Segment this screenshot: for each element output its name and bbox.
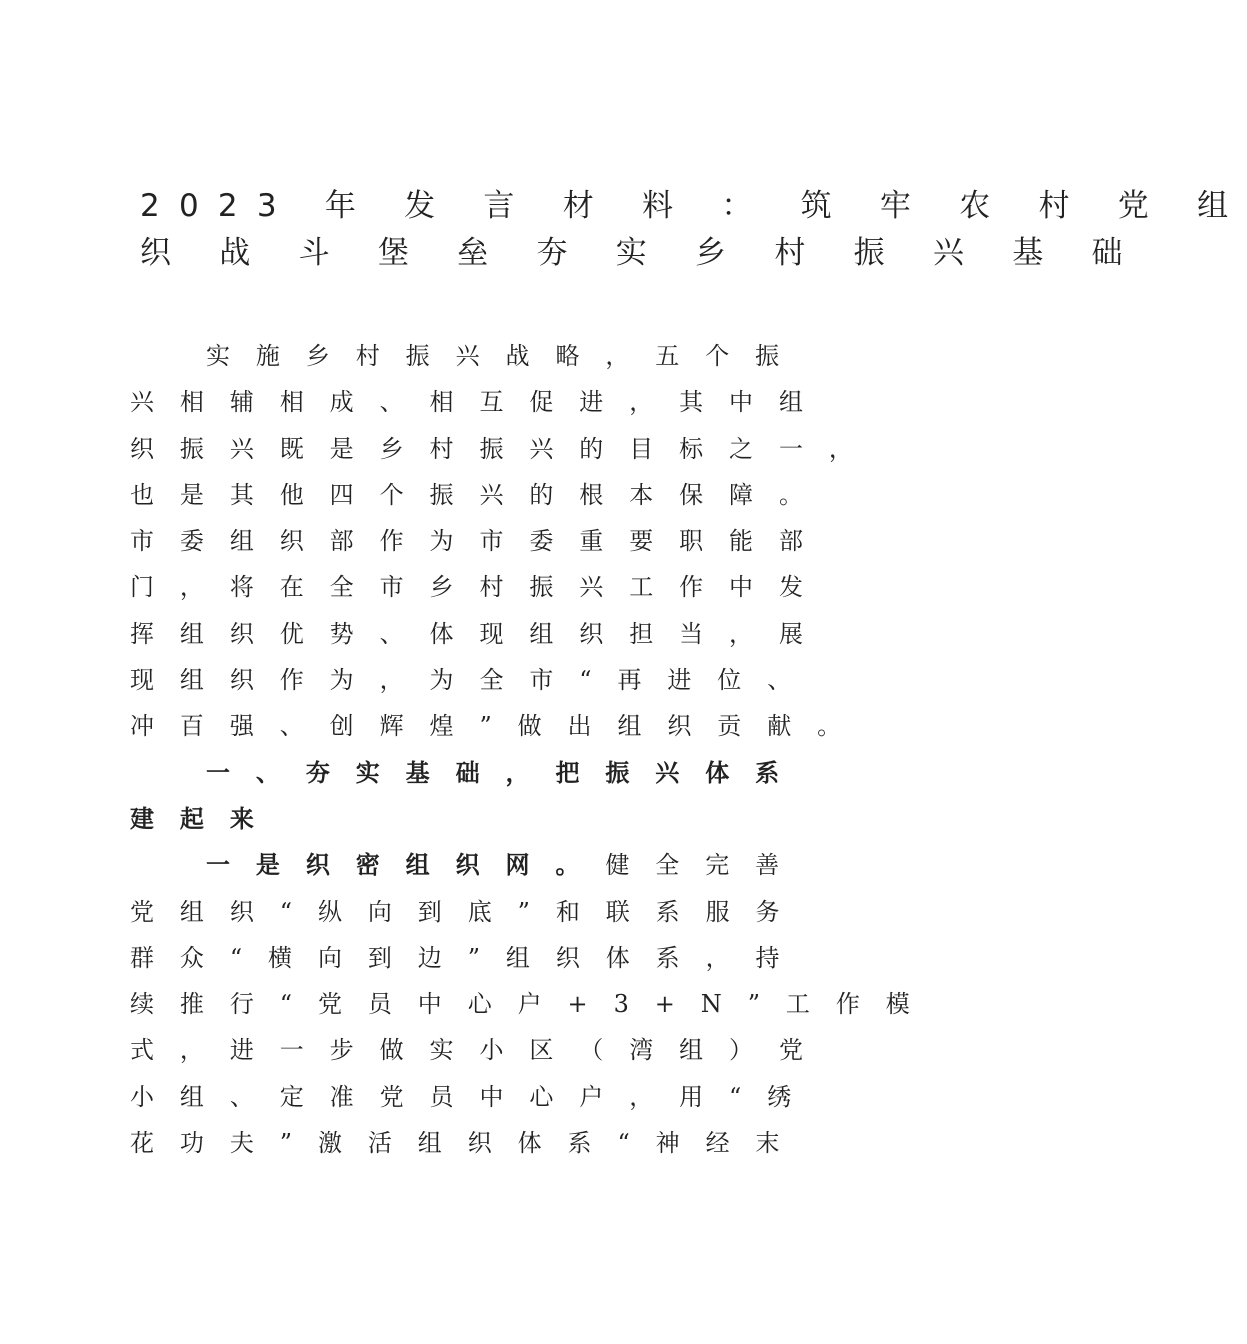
- paragraph-lead: 一是织密组织网。: [206, 850, 606, 880]
- paragraph-organization-network: [130, 842, 936, 1166]
- body-line: 实施乡村振兴战略，五个振: [206, 342, 806, 370]
- paragraph-intro: [130, 333, 879, 750]
- document-title: [140, 183, 1247, 277]
- body-line: 群众“横向到边”组织体系，持: [130, 943, 806, 972]
- paragraph-lead-rest: 健全完善: [605, 851, 806, 880]
- body-line: 兴相辅相成、相互促进，其中组: [130, 388, 829, 417]
- title-line: 2023 年 发 言 材 料 ： 筑 牢 农 村 党 组: [140, 188, 1247, 224]
- heading-line: 建起来: [130, 803, 280, 833]
- body-line: 也是其他四个振兴的根本保障。: [130, 480, 829, 509]
- body-line: 党组织“纵向到底”和联系服务: [130, 897, 806, 926]
- body-line: 续推行“党员中心户+3+N”工作模: [130, 990, 936, 1019]
- body-line: 小组、定准党员中心户，用“绣: [130, 1082, 818, 1111]
- document-body: [130, 333, 936, 1166]
- body-line: [130, 842, 830, 888]
- body-line: 织振兴既是乡村振兴的目标之一，: [130, 434, 879, 463]
- heading-line: 一、夯实基础，把振兴体系: [206, 757, 806, 787]
- body-line: 冲百强、创辉煌”做出组织贡献。: [130, 712, 868, 741]
- body-line: 式，进一步做实小区（湾组）党: [130, 1036, 829, 1065]
- section-heading: [130, 750, 830, 843]
- body-line: 现组织作为，为全市“再进位、: [130, 666, 818, 695]
- body-line: 市委组织部作为市委重要职能部: [130, 527, 829, 556]
- body-line: 挥组织优势、体现组织担当，展: [130, 619, 829, 648]
- body-line: 花功夫”激活组织体系“神经末: [130, 1129, 806, 1158]
- title-line: 织 战 斗 堡 垒 夯 实 乡 村 振 兴 基 础: [140, 235, 1142, 271]
- body-line: 门，将在全市乡村振兴工作中发: [130, 573, 829, 602]
